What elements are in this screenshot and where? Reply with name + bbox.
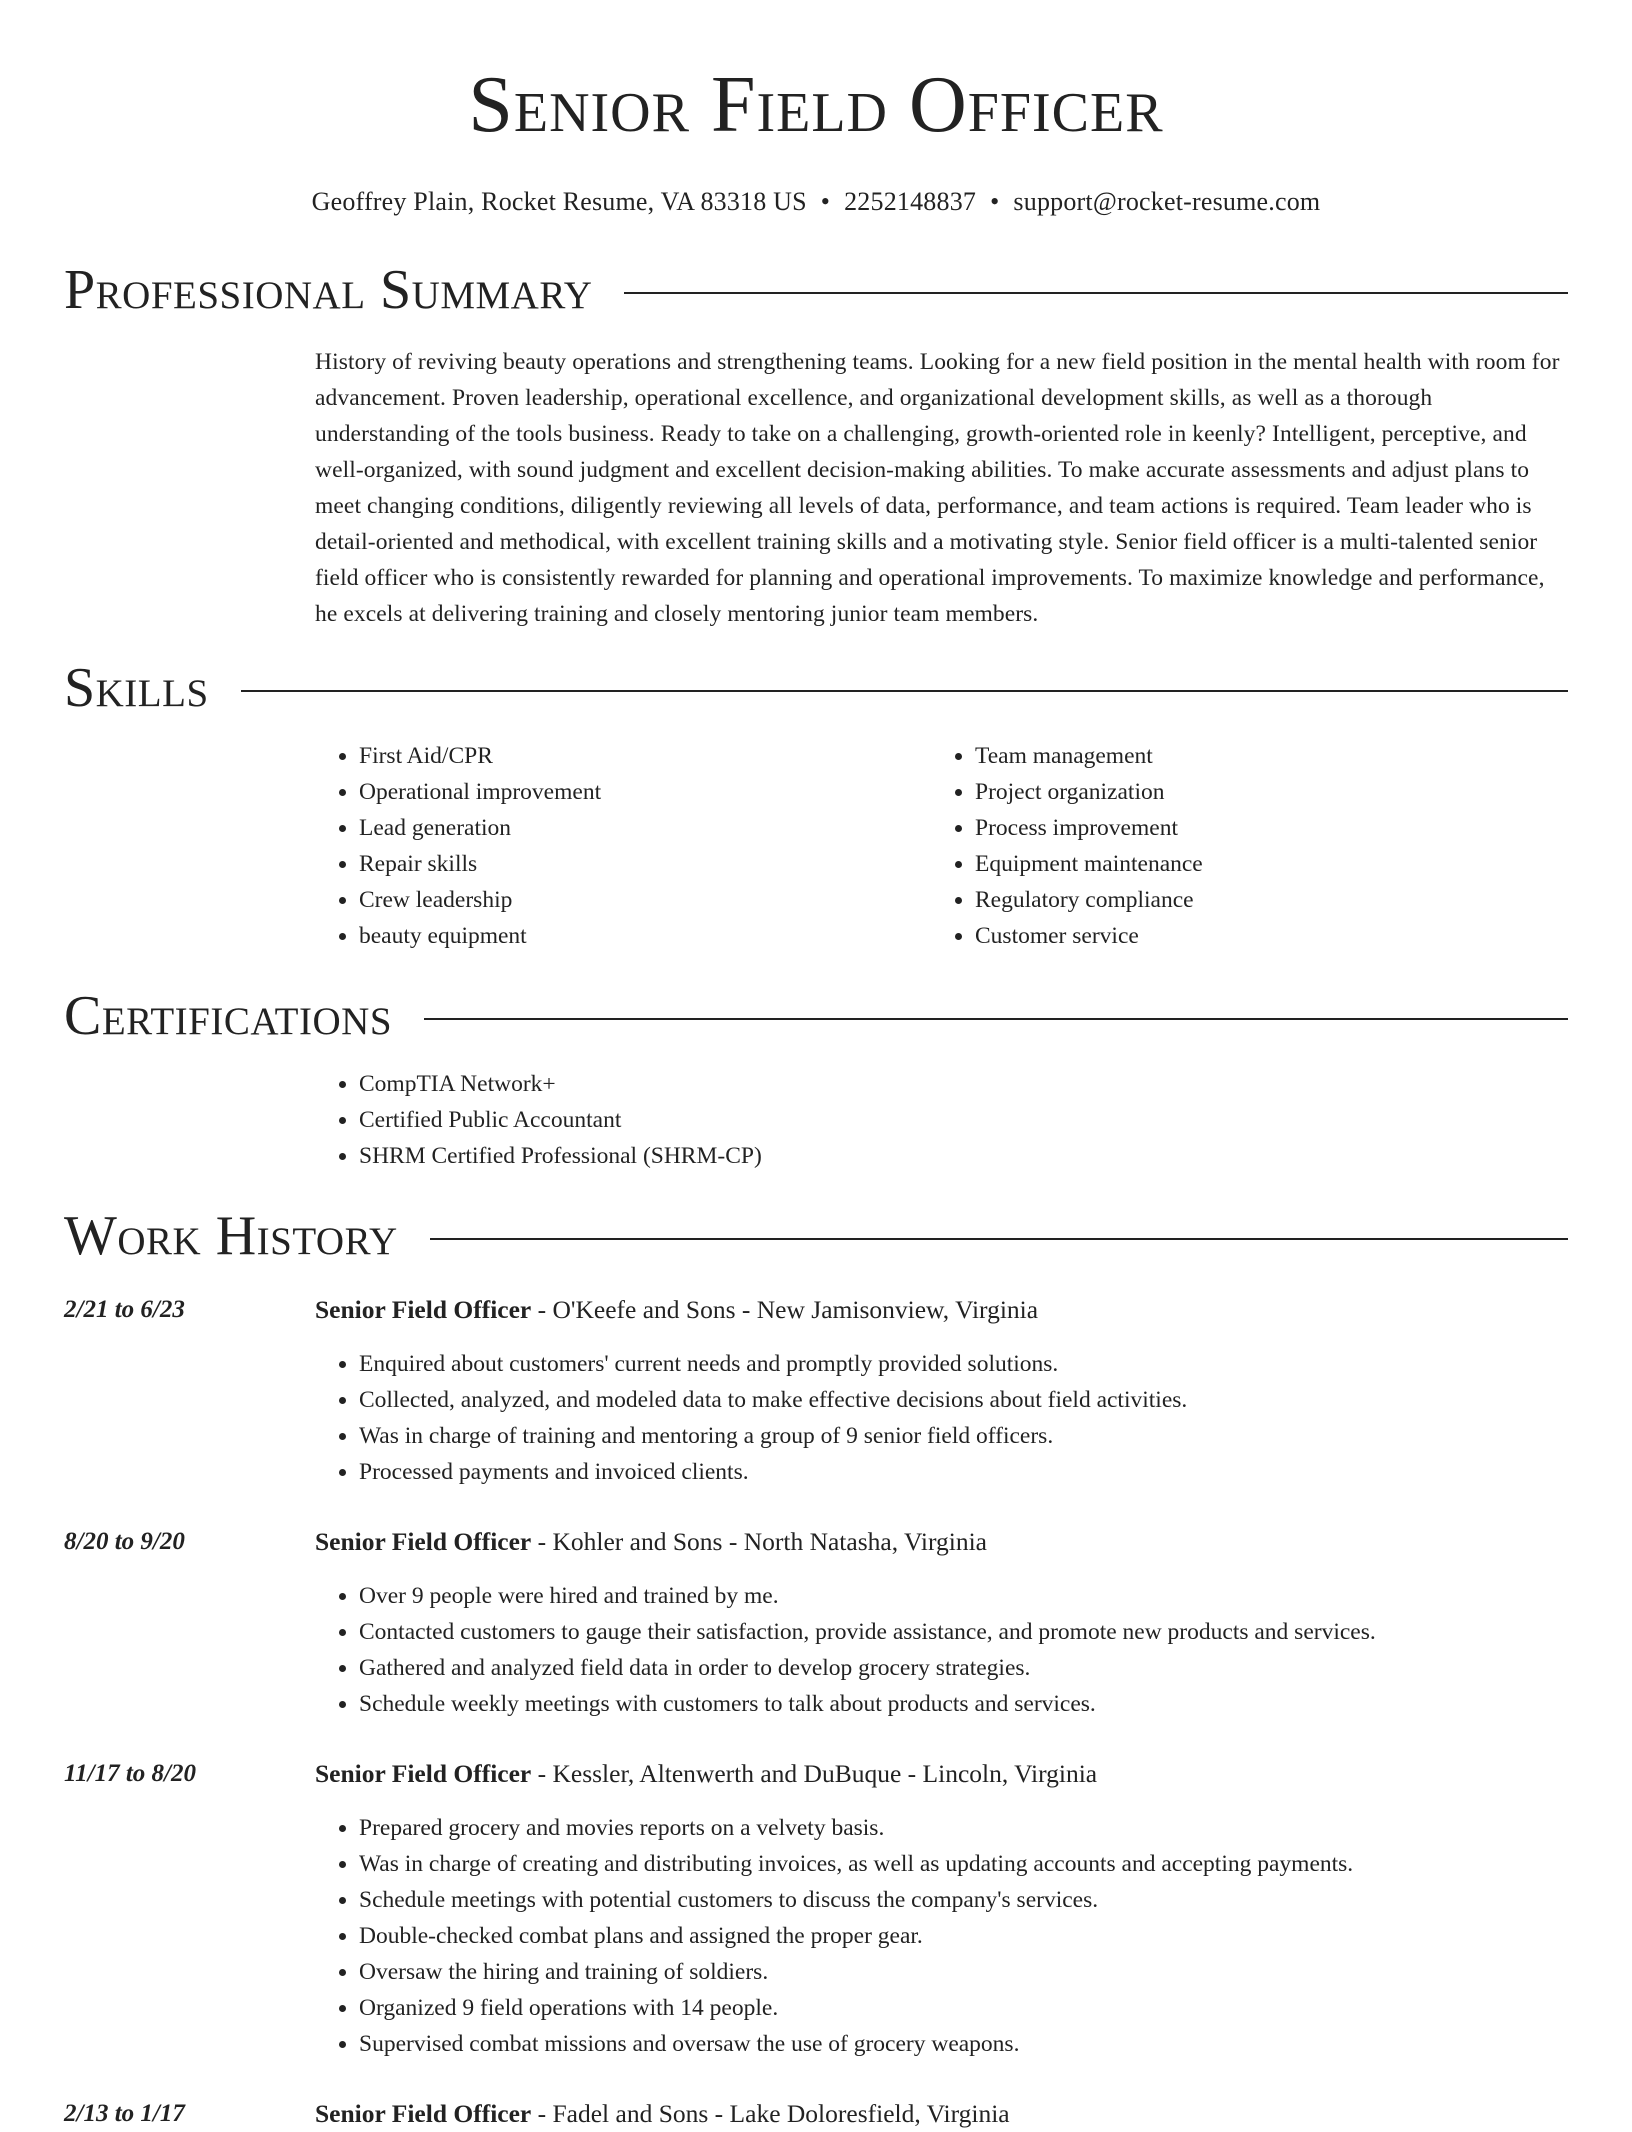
job-role: Senior Field Officer <box>315 1295 532 1324</box>
skill-item: • Lead generation <box>359 810 931 846</box>
certification-item: • CompTIA Network+ <box>359 1066 1568 1102</box>
page-title: Senior Field Officer <box>468 61 1164 149</box>
job-employer: - Fadel and Sons - Lake Doloresfield, Virginia <box>531 2099 1010 2128</box>
section-header-skills <box>64 656 1568 720</box>
certifications-list <box>315 1066 1568 1174</box>
resume-page <box>64 0 1568 2132</box>
job-entry <box>64 1524 1568 1756</box>
job-dates: 2/21 to 6/23 <box>64 1296 185 1323</box>
job-heading <box>315 2096 1568 2132</box>
job-entry <box>64 1756 1568 2096</box>
skill-item: • Team management <box>975 738 1547 774</box>
skill-item: • Project organization <box>975 774 1547 810</box>
contact-phone: 2252148837 <box>844 187 977 216</box>
job-duty: • Double-checked combat plans and assigned the proper gear. <box>359 1918 1568 1954</box>
job-duty: • Was in charge of creating and distributing invoices, as well as updating accounts and accepting payments. <box>359 1846 1568 1882</box>
job-duties <box>315 1346 1568 1490</box>
skill-item: • Regulatory compliance <box>975 882 1547 918</box>
job-duty: • Contacted customers to gauge their satisfaction, provide assistance, and promote new products and services. <box>359 1614 1568 1650</box>
job-duty: • Schedule weekly meetings with customers to talk about products and services. <box>359 1686 1568 1722</box>
section-divider <box>430 1238 1568 1240</box>
job-heading <box>315 1756 1568 1792</box>
skill-item: • Process improvement <box>975 810 1547 846</box>
job-duty: • Enquired about customers' current needs and promptly provided solutions. <box>359 1346 1568 1382</box>
contact-separator: • <box>820 187 831 216</box>
section-header-summary <box>64 258 1568 322</box>
job-duties <box>315 1810 1568 2062</box>
job-duty: • Gathered and analyzed field data in order to develop grocery strategies. <box>359 1650 1568 1686</box>
job-heading <box>315 1292 1568 1328</box>
job-duty: • Collected, analyzed, and modeled data to make effective decisions about field activities. <box>359 1382 1568 1418</box>
skill-item: • Repair skills <box>359 846 931 882</box>
job-entry <box>64 1292 1568 1524</box>
skill-item: • Equipment maintenance <box>975 846 1547 882</box>
skill-item: • Crew leadership <box>359 882 931 918</box>
job-heading <box>315 1524 1568 1560</box>
section-title-summary: Professional Summary <box>64 259 593 321</box>
job-duty: • Supervised combat missions and oversaw the use of grocery weapons. <box>359 2026 1568 2062</box>
section-title-work-history: Work History <box>64 1205 398 1267</box>
job-duty: • Schedule meetings with potential customers to discuss the company's services. <box>359 1882 1568 1918</box>
section-divider <box>424 1018 1568 1020</box>
job-employer: - O'Keefe and Sons - New Jamisonview, Virginia <box>531 1295 1039 1324</box>
job-duties <box>315 1578 1568 1722</box>
skills-list <box>315 738 1568 954</box>
job-employer: - Kohler and Sons - North Natasha, Virginia <box>531 1527 987 1556</box>
skill-item: • Customer service <box>975 918 1547 954</box>
job-dates: 11/17 to 8/20 <box>64 1760 196 1787</box>
job-duty: • Processed payments and invoiced clients. <box>359 1454 1568 1490</box>
section-title-certifications: Certifications <box>64 985 393 1047</box>
job-duty: • Oversaw the hiring and training of soldiers. <box>359 1954 1568 1990</box>
certification-item: • Certified Public Accountant <box>359 1102 1568 1138</box>
job-body <box>315 1756 1568 2096</box>
skill-item: • First Aid/CPR <box>359 738 931 774</box>
job-duty: • Prepared grocery and movies reports on a velvety basis. <box>359 1810 1568 1846</box>
job-duty: • Was in charge of training and mentoring a group of 9 senior field officers. <box>359 1418 1568 1454</box>
section-divider <box>241 690 1568 692</box>
job-duty: • Over 9 people were hired and trained by me. <box>359 1578 1568 1614</box>
job-dates: 2/13 to 1/17 <box>64 2100 185 2127</box>
section-header-work-history <box>64 1204 1568 1268</box>
job-role: Senior Field Officer <box>315 1759 532 1788</box>
contact-line <box>64 186 1568 218</box>
summary-text: History of reviving beauty operations and strengthening teams. Looking for a new field position in the mental health with room for advancement. Proven leadership, operational excellence, and organizational development skills, as well as a thorough understanding of the tools business. Ready to take on a challenging, growth-oriented role in keenly? Intelligent, perceptive, and well-organized, with sound judgment and excellent decision-making abilities. To make accurate assessments and adjust plans to meet changing conditions, diligently reviewing all levels of data, performance, and team actions is required. Team leader who is detail-oriented and methodical, with excellent training skills and a motivating style. Senior field officer is a multi-talented senior field officer who is consistently rewarded for planning and operational improvements. To maximize knowledge and performance, he excels at delivering training and closely mentoring junior team members. <box>315 349 1560 627</box>
job-duty: • Organized 9 field operations with 14 people. <box>359 1990 1568 2026</box>
contact-email: support@rocket-resume.com <box>1013 187 1321 216</box>
section-title-skills: Skills <box>64 657 209 719</box>
certification-item: • SHRM Certified Professional (SHRM-CP) <box>359 1138 1568 1174</box>
section-divider <box>624 292 1568 294</box>
job-body <box>315 1292 1568 1524</box>
skills-column-left <box>315 738 931 954</box>
section-header-certifications <box>64 984 1568 1048</box>
job-role: Senior Field Officer <box>315 1527 532 1556</box>
job-role: Senior Field Officer <box>315 2099 532 2128</box>
job-dates: 8/20 to 9/20 <box>64 1528 185 1555</box>
skills-column-right <box>931 738 1547 954</box>
skill-item: • beauty equipment <box>359 918 931 954</box>
job-body <box>315 2096 1568 2132</box>
job-entry <box>64 2096 1568 2132</box>
job-employer: - Kessler, Altenwerth and DuBuque - Lincoln, Virginia <box>531 1759 1098 1788</box>
contact-separator: • <box>990 187 1000 216</box>
job-body <box>315 1524 1568 1756</box>
skill-item: • Operational improvement <box>359 774 931 810</box>
contact-address: Geoffrey Plain, Rocket Resume, VA 83318 US <box>311 187 807 216</box>
